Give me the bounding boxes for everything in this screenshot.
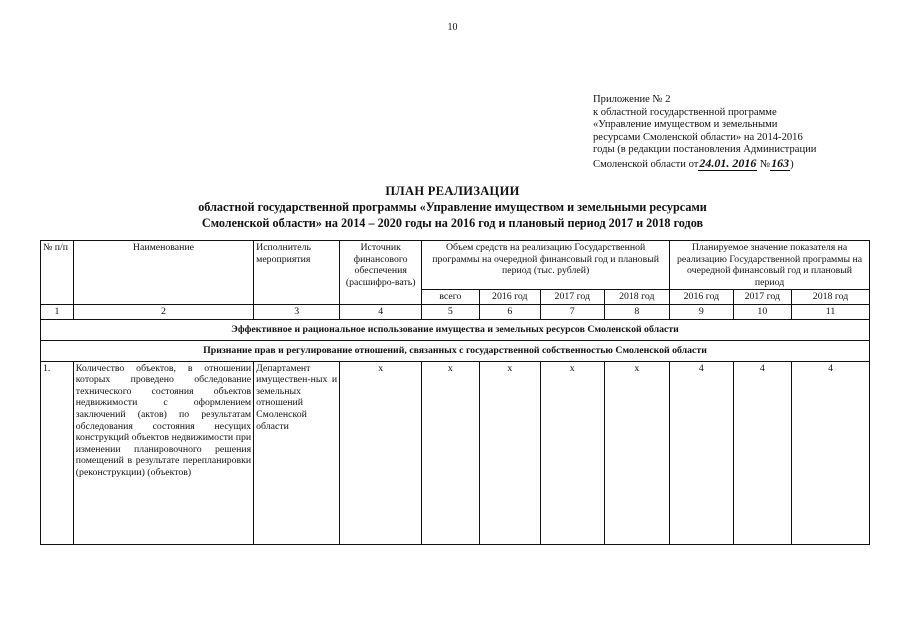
appendix-line-2: к областной государственной программе xyxy=(593,106,777,118)
header-2016: 2016 год xyxy=(479,290,540,305)
header-total: всего xyxy=(422,290,479,305)
appendix-line-6-suffix: ) xyxy=(790,158,794,170)
title-line-2: областной государственной программы «Управление имуществом и земельными ресурсами xyxy=(198,200,707,214)
row-2016: х xyxy=(479,361,540,544)
row-executor: Департамент имуществен-ных и земельных отношений Смоленской области xyxy=(254,361,340,544)
page-number: 10 xyxy=(447,22,458,33)
column-number-row xyxy=(41,304,870,319)
header-source: Источник финансового обеспечения (расшифро-вать) xyxy=(340,241,422,305)
header-indicator-2017: 2017 год xyxy=(733,290,791,305)
section-title-2: Признание прав и регулирование отношений, связанных с государственной собственностью Смоленской области xyxy=(41,340,870,361)
column-number: 9 xyxy=(670,304,734,319)
appendix-line-5: годы (в редакции постановления Администрации xyxy=(593,144,817,156)
appendix-line-1: Приложение № 2 xyxy=(593,94,671,105)
header-executor: Исполнитель мероприятия xyxy=(254,241,340,305)
appendix-line-3: «Управление имуществом и земельными xyxy=(593,119,778,131)
appendix-block xyxy=(593,94,870,172)
section-title-1: Эффективное и рациональное использование имущества и земельных ресурсов Смоленской области xyxy=(41,319,870,340)
column-number: 5 xyxy=(422,304,479,319)
row-source: х xyxy=(340,361,422,544)
column-number: 1 xyxy=(41,304,74,319)
header-indicator-2016: 2016 год xyxy=(670,290,734,305)
row-indicator-2017: 4 xyxy=(733,361,791,544)
header-name: Наименование xyxy=(73,241,253,305)
row-total: х xyxy=(422,361,479,544)
handwritten-date: 24.01. 2016 xyxy=(699,155,757,170)
header-indicator-2018: 2018 год xyxy=(792,290,870,305)
header-funds: Объем средств на реализацию Государственной программы на очередной финансовый год и плановый период (тыс. рублей) xyxy=(422,241,670,290)
column-number: 8 xyxy=(604,304,670,319)
column-number: 3 xyxy=(254,304,340,319)
header-indicator: Планируемое значение показателя на реализацию Государственной программы на очередной финансовый год и плановый период xyxy=(670,241,870,290)
plan-table xyxy=(40,240,870,545)
title-line-1: ПЛАН РЕАЛИЗАЦИИ xyxy=(385,184,520,198)
column-number: 4 xyxy=(340,304,422,319)
header-2018: 2018 год xyxy=(604,290,670,305)
title-line-3: Смоленской области» на 2014 – 2020 годы на 2016 год и плановый период 2017 и 2018 годов xyxy=(201,216,704,230)
column-number: 10 xyxy=(733,304,791,319)
header-row-1 xyxy=(41,241,870,290)
column-number: 6 xyxy=(479,304,540,319)
row-2018: х xyxy=(604,361,670,544)
header-2017: 2017 год xyxy=(541,290,605,305)
table-row xyxy=(41,361,870,544)
section-row xyxy=(41,319,870,340)
row-num: 1. xyxy=(41,361,74,544)
row-indicator-2016: 4 xyxy=(670,361,734,544)
section-row xyxy=(41,340,870,361)
column-number: 2 xyxy=(73,304,253,319)
appendix-line-6-prefix: Смоленской области от xyxy=(593,158,699,170)
number-sign: № xyxy=(760,158,771,170)
appendix-line-4: ресурсами Смоленской области» на 2014-2016 xyxy=(593,131,803,143)
document-title xyxy=(0,183,905,231)
row-name: Количество объектов, в отношении которых проведено обследование технического состояния объектов недвижимости с оформлением заключений (актов) по результатам обследования состояния несущих конструкций объектов недвижимости при изменении планировочного решения помещений в результате перепланировки (реконструкции) (объектов) xyxy=(73,361,253,544)
row-2017: х xyxy=(541,361,605,544)
appendix-line-6 xyxy=(593,157,870,172)
handwritten-number: 163 xyxy=(771,155,790,170)
column-number: 7 xyxy=(541,304,605,319)
column-number: 11 xyxy=(792,304,870,319)
header-num: № п/п xyxy=(41,241,74,305)
row-indicator-2018: 4 xyxy=(792,361,870,544)
